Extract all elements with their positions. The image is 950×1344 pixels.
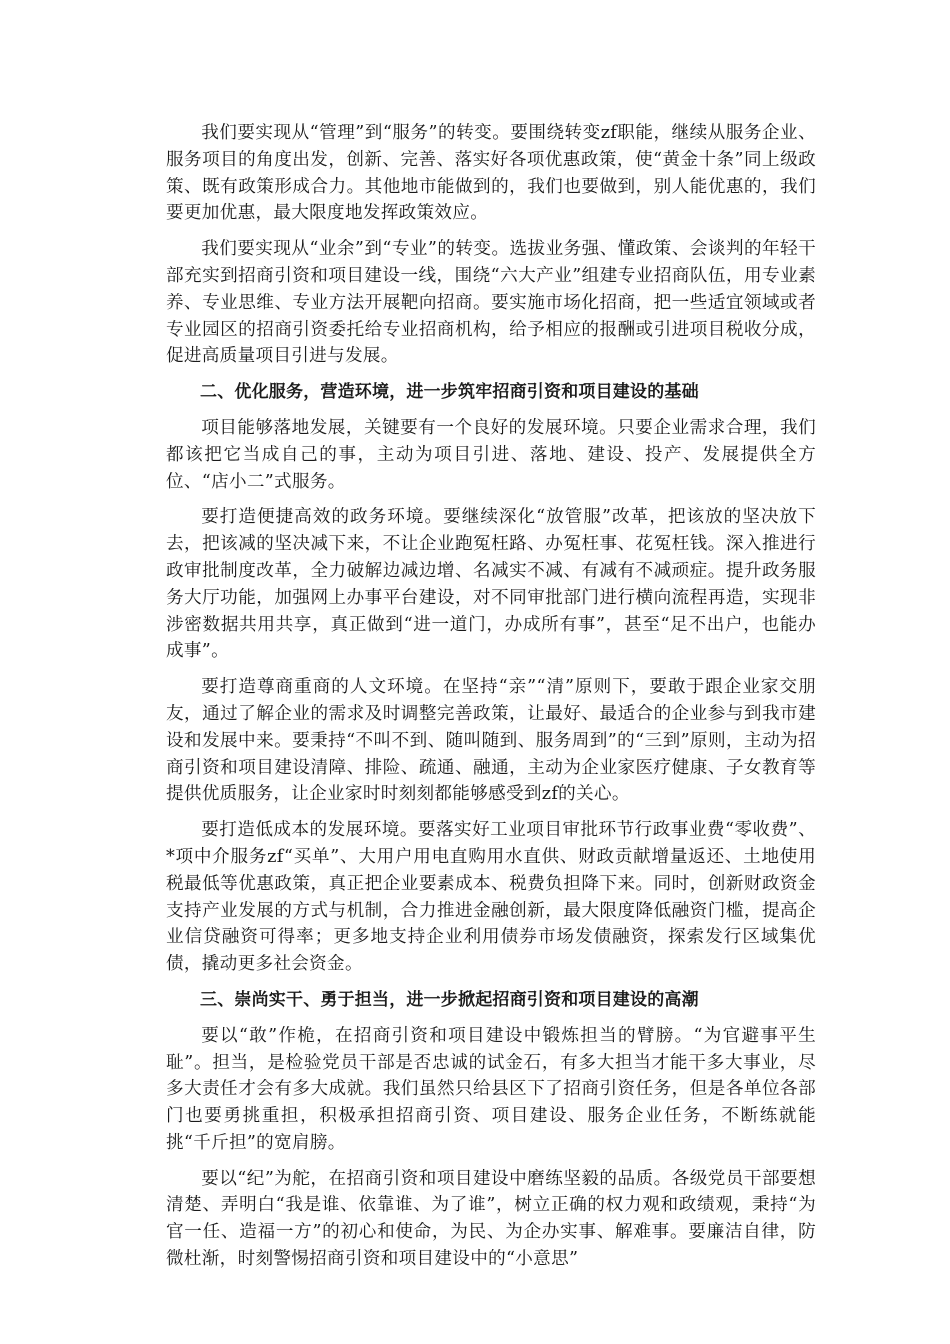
body-paragraph: 要以“纪”为舵，在招商引资和项目建设中磨练坚毅的品质。各级党员干部要想清楚、弄明白“我是谁、依靠谁、为了谁”，树立正确的权力观和政绩观，秉持“为官一任、造福一方”的初心和使命，为民、为企办实事、解难事。要廉洁自律，防微杜渐，时刻警惕招商引资和项目建设中的“小意思” [166,1168,816,1270]
body-paragraph: 要以“敢”作桅，在招商引资和项目建设中锻炼担当的臂膀。“为官避事平生耻”。担当，是检验党员干部是否忠诚的试金石，有多大担当才能干多大事业，尽多大责任才会有多大成就。我们虽然只给县区下了招商引资任务，但是各单位各部门也要勇挑重担，积极承担招商引资、项目建设、服务企业任务，不断练就能挑“千斤担”的宽肩膀。 [166,1025,816,1153]
body-paragraph: 我们要实现从“业余”到“专业”的转变。选拔业务强、懂政策、会谈判的年轻干部充实到招商引资和项目建设一线，围绕“六大产业”组建专业招商队伍，用专业素养、专业思维、专业方法开展靶向招商。要实施市场化招商，把一些适宜领域或者专业园区的招商引资委托给专业招商机构，给予相应的报酬或引进项目税收分成，促进高质量项目引进与发展。 [166,239,816,367]
body-paragraph: 要打造低成本的发展环境。要落实好工业项目审批环节行政事业费“零收费”、*项中介服务zf“买单”、大用户用电直购用水直供、财政贡献增量返还、土地使用税最低等优惠政策，真正把企业要素成本、税费负担降下来。同时，创新财政资金支持产业发展的方式与机制，合力推进金融创新，最大限度降低融资门槛，提高企业信贷融资可得率；更多地支持企业利用债券市场发债融资，探索发行区域集优债，撬动更多社会资金。 [166,820,816,975]
body-paragraph: 要打造尊商重商的人文环境。在坚持“亲”“清”原则下，要敢于跟企业家交朋友，通过了解企业的需求及时调整完善政策，让最好、最适合的企业参与到我市建设和发展中来。要秉持“不叫不到、随叫随到、服务周到”的“三到”原则，主动为招商引资和项目建设清障、排险、疏通、融通，主动为企业家医疗健康、子女教育等提供优质服务，让企业家时时刻刻都能够感受到zf的关心。 [166,677,816,805]
section-heading: 三、崇尚实干、勇于担当，进一步掀起招商引资和项目建设的高潮 [200,989,699,1010]
body-paragraph: 我们要实现从“管理”到“服务”的转变。要围绕转变zf职能，继续从服务企业、服务项目的角度出发，创新、完善、落实好各项优惠政策，使“黄金十条”同上级政策、既有政策形成合力。其他地市能做到的，我们也要做到，别人能优惠的，我们要更加优惠，最大限度地发挥政策效应。 [166,123,816,224]
document-body [166,120,816,1282]
body-paragraph: 要打造便捷高效的政务环境。要继续深化“放管服”改革，把该放的坚决放下去，把该减的坚决减下来，不让企业跑冤枉路、办冤枉事、花冤枉钱。深入推进行政审批制度改革，全力破解边减边增、名减实不减、有减有不减顽症。提升政务服务大厅功能，加强网上办事平台建设，对不同审批部门进行横向流程再造，实现非涉密数据共用共享，真正做到“进一道门，办成所有事”，甚至“足不出户，也能办成事”。 [166,507,816,662]
body-paragraph: 项目能够落地发展，关键要有一个良好的发展环境。只要企业需求合理，我们都该把它当成自己的事，主动为项目引进、落地、建设、投产、发展提供全方位、“店小二”式服务。 [166,417,816,492]
section-heading: 二、优化服务，营造环境，进一步筑牢招商引资和项目建设的基础 [200,382,699,403]
